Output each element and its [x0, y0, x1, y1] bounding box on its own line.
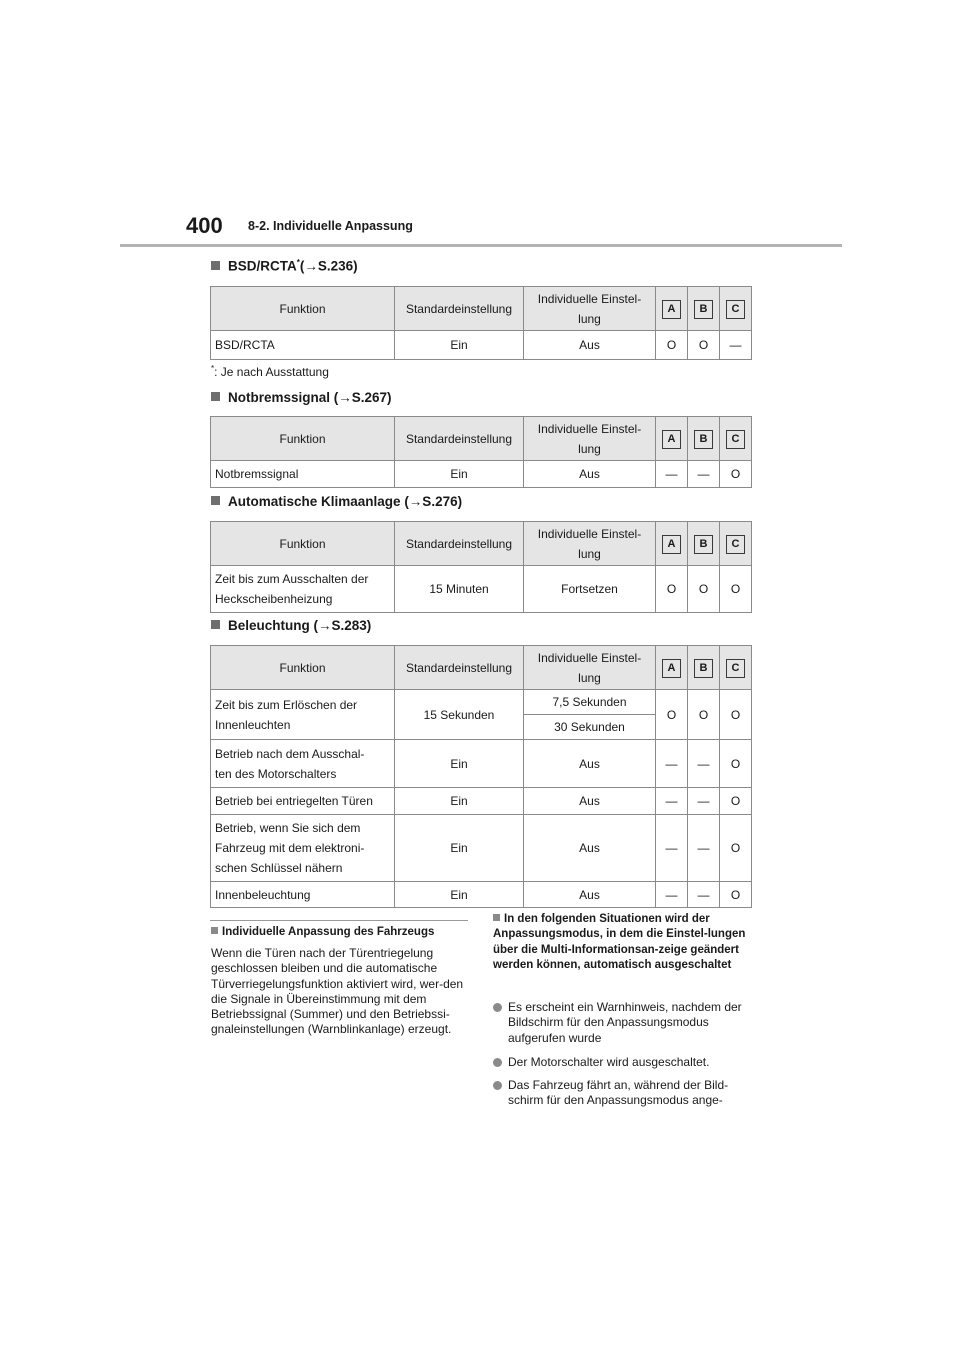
header-divider: [120, 244, 842, 247]
cell-standard: Ein: [395, 788, 524, 815]
table-row: [211, 461, 752, 488]
footnote: *: Je nach Ausstattung: [211, 364, 329, 379]
heading-footnote-marker: *: [296, 258, 300, 267]
cell-funktion: Betrieb bei entriegelten Türen: [211, 788, 395, 815]
cell-individuell: Aus: [524, 331, 656, 360]
col-header-b: [688, 646, 720, 690]
cell-individuell: Aus: [524, 815, 656, 882]
cell-b: —: [688, 740, 720, 788]
letter-c-icon: C: [726, 430, 745, 449]
heading-title: Beleuchtung: [228, 618, 314, 633]
col-header-standard: Standardeinstellung: [395, 417, 524, 461]
list-item: Das Fahrzeug fährt an, während der Bild-schirm für den Anpassungsmodus ange-: [493, 1078, 758, 1109]
cell-funktion: Zeit bis zum Erlöschen der Innenleuchten: [211, 690, 395, 740]
cell-standard: Ein: [395, 461, 524, 488]
table-row: [211, 331, 752, 360]
letter-a-icon: A: [662, 430, 681, 449]
col-header-b: [688, 522, 720, 566]
col-header-standard: Standardeinstellung: [395, 522, 524, 566]
cell-c: —: [720, 331, 752, 360]
cell-b: O: [688, 690, 720, 740]
cell-c: O: [720, 788, 752, 815]
list-item: Es erscheint ein Warnhinweis, nachdem der Bildschirm für den Anpassungsmodus aufgerufen wurde: [493, 1000, 758, 1046]
letter-a-icon: A: [662, 535, 681, 554]
table-row: [211, 815, 752, 882]
col-header-funktion: Funktion: [211, 287, 395, 331]
section-heading-beleuchtung: [211, 618, 371, 633]
col-header-a: [656, 417, 688, 461]
cell-b: O: [688, 566, 720, 613]
table-row: [211, 882, 752, 908]
page-reference-link[interactable]: (→S.267): [333, 390, 392, 405]
letter-b-icon: B: [694, 535, 713, 554]
cell-c: O: [720, 690, 752, 740]
cell-standard: Ein: [395, 331, 524, 360]
cell-a: O: [656, 690, 688, 740]
table-row: [211, 788, 752, 815]
section-heading-bsd-rcta: [211, 258, 358, 274]
letter-c-icon: C: [726, 659, 745, 678]
cell-standard: Ein: [395, 740, 524, 788]
cell-c: O: [720, 566, 752, 613]
square-bullet-icon: [211, 392, 220, 401]
cell-a: O: [656, 331, 688, 360]
page-reference-link[interactable]: (→S.276): [404, 494, 463, 509]
notes-divider: [210, 920, 468, 921]
settings-table-klimaanlage: [210, 521, 752, 613]
cell-b: —: [688, 815, 720, 882]
settings-table-notbremssignal: [210, 416, 752, 488]
square-bullet-icon: [211, 927, 218, 934]
cell-individuell: Aus: [524, 740, 656, 788]
letter-c-icon: C: [726, 300, 745, 319]
note-heading-right: In den folgenden Situationen wird der Anpassungsmodus, in dem die Einstel-lungen über die Multi-Informationsan-zeige geändert werden können, automatisch ausgeschaltet: [493, 913, 746, 971]
col-header-c: [720, 287, 752, 331]
table-header-row: [211, 417, 752, 461]
square-bullet-icon: [493, 914, 500, 921]
cell-c: O: [720, 461, 752, 488]
section-heading-notbremssignal: [211, 390, 392, 405]
col-header-individuell: Individuelle Einstel- lung: [524, 522, 656, 566]
section-header: 8-2. Individuelle Anpassung: [248, 219, 413, 233]
col-header-individuell: Individuelle Einstel- lung: [524, 417, 656, 461]
col-header-funktion: Funktion: [211, 646, 395, 690]
page-reference-link[interactable]: (→S.236): [299, 258, 358, 274]
cell-individuell: Aus: [524, 461, 656, 488]
cell-individuell: Fortsetzen: [524, 566, 656, 613]
cell-standard: Ein: [395, 882, 524, 908]
table-row: [211, 740, 752, 788]
cell-b: —: [688, 882, 720, 908]
col-header-c: [720, 417, 752, 461]
col-header-b: [688, 417, 720, 461]
square-bullet-icon: [211, 261, 220, 270]
letter-a-icon: A: [662, 659, 681, 678]
col-header-funktion: Funktion: [211, 522, 395, 566]
cell-a: —: [656, 882, 688, 908]
letter-b-icon: B: [694, 659, 713, 678]
col-header-funktion: Funktion: [211, 417, 395, 461]
cell-standard: 15 Sekunden: [395, 690, 524, 740]
cell-a: —: [656, 815, 688, 882]
cell-a: —: [656, 740, 688, 788]
cell-b: O: [688, 331, 720, 360]
cell-a: —: [656, 461, 688, 488]
list-item: Der Motorschalter wird ausgeschaltet.: [493, 1055, 758, 1070]
table-row: [211, 690, 752, 715]
cell-a: —: [656, 788, 688, 815]
note-heading-left: Individuelle Anpassung des Fahrzeugs: [211, 925, 473, 940]
col-header-a: [656, 287, 688, 331]
col-header-individuell: Individuelle Einstel- lung: [524, 646, 656, 690]
settings-table-bsd-rcta: [210, 286, 752, 360]
cell-c: O: [720, 882, 752, 908]
heading-title: BSD/RCTA: [228, 258, 297, 274]
heading-title: Notbremssignal: [228, 390, 334, 405]
settings-table-beleuchtung: [210, 645, 752, 908]
letter-b-icon: B: [694, 300, 713, 319]
heading-title: Automatische Klimaanlage: [228, 494, 405, 509]
col-header-c: [720, 646, 752, 690]
cell-c: O: [720, 740, 752, 788]
cell-individuell: Aus: [524, 788, 656, 815]
cell-b: —: [688, 788, 720, 815]
col-header-a: [656, 646, 688, 690]
page-number: 400: [186, 213, 223, 238]
cell-a: O: [656, 566, 688, 613]
col-header-b: [688, 287, 720, 331]
circle-bullet-icon: [493, 1003, 502, 1012]
cell-individuell: Aus: [524, 882, 656, 908]
table-header-row: [211, 522, 752, 566]
cell-funktion: Notbremssignal: [211, 461, 395, 488]
cell-b: —: [688, 461, 720, 488]
cell-funktion: Betrieb, wenn Sie sich dem Fahrzeug mit dem elektroni- schen Schlüssel nähern: [211, 815, 395, 882]
cell-funktion: Betrieb nach dem Ausschal- ten des Motorschalters: [211, 740, 395, 788]
cell-individuell: 30 Sekunden: [524, 715, 656, 740]
cell-funktion: Innenbeleuchtung: [211, 882, 395, 908]
note-text-left: Wenn die Türen nach der Türentriegelung geschlossen bleiben und die automatische Türverriegelungsfunktion aktiviert wird, wer-den die Signale in Übereinstimmung mit dem Betriebssignal (Summer) und den Betriebssi-gnaleinstellungen (Warnblinkanlage) erzeugt.: [211, 946, 464, 1037]
cell-standard: Ein: [395, 815, 524, 882]
table-header-row: [211, 646, 752, 690]
col-header-c: [720, 522, 752, 566]
table-row: [211, 566, 752, 613]
table-header-row: [211, 287, 752, 331]
page-reference-link[interactable]: (→S.283): [313, 618, 372, 633]
square-bullet-icon: [211, 620, 220, 629]
cell-standard: 15 Minuten: [395, 566, 524, 613]
cell-individuell: 7,5 Sekunden: [524, 690, 656, 715]
cell-funktion: BSD/RCTA: [211, 331, 395, 360]
circle-bullet-icon: [493, 1058, 502, 1067]
col-header-standard: Standardeinstellung: [395, 646, 524, 690]
col-header-a: [656, 522, 688, 566]
letter-c-icon: C: [726, 535, 745, 554]
section-heading-klimaanlage: [211, 494, 462, 509]
letter-b-icon: B: [694, 430, 713, 449]
cell-c: O: [720, 815, 752, 882]
col-header-individuell: Individuelle Einstel- lung: [524, 287, 656, 331]
letter-a-icon: A: [662, 300, 681, 319]
circle-bullet-icon: [493, 1081, 502, 1090]
square-bullet-icon: [211, 496, 220, 505]
cell-funktion: Zeit bis zum Ausschalten der Heckscheibenheizung: [211, 566, 395, 613]
col-header-standard: Standardeinstellung: [395, 287, 524, 331]
